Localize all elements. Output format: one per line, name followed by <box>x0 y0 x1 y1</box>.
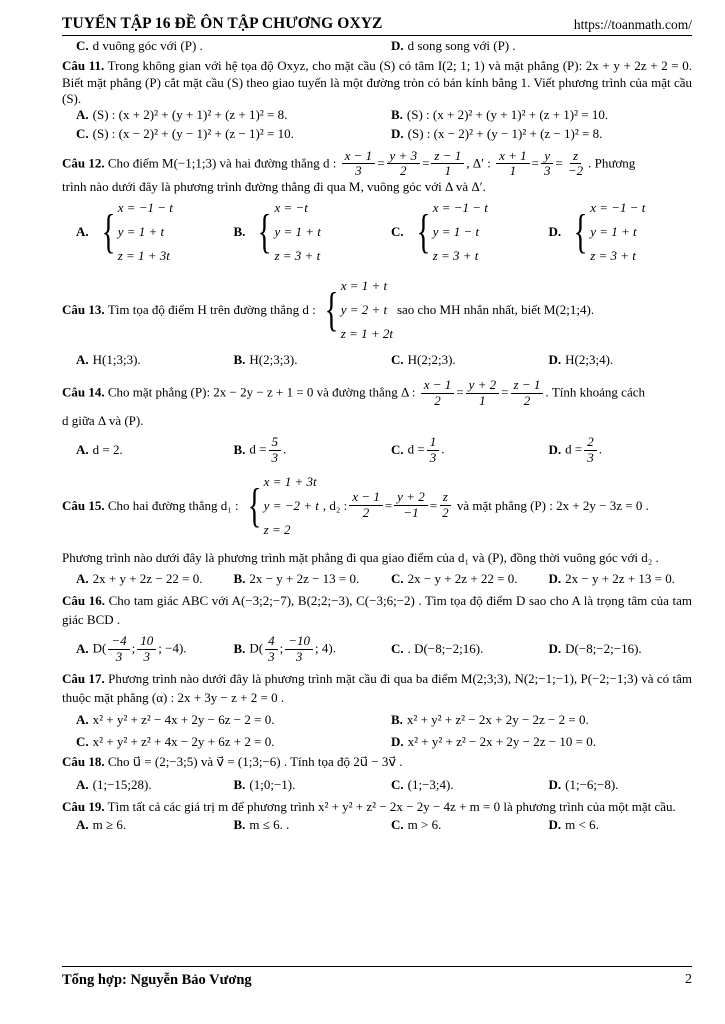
question-14-line2: d giữa Δ và (P). <box>62 412 144 428</box>
q16-option-c: . D(−8;−2;16). <box>407 641 484 657</box>
document-body <box>62 38 692 833</box>
q16-option-a: D( $\frac{-4}{3}$ ; $\frac{10}{3}$ ; −4). <box>92 632 187 664</box>
question-13: Câu 13. Tìm tọa độ điểm H trên đường thẳng d : { x = 1 + t y = 2 + t z = 1 + 2t sao cho MH nhắn nhất, biết M(2;1;4). <box>62 277 595 341</box>
page-header <box>62 14 692 36</box>
question-14: Câu 14. Cho mặt phẳng (P): 2x − 2y − z + 1 = 0 và đường thẳng Δ : $\frac{x - 1}{2}$ = $\frac{y + 2}{1}$ = $\frac{z - 1}{2}$ . Tính khoảng cách <box>62 376 645 408</box>
q13-option-a: H(1;3;3). <box>92 351 141 367</box>
q17-option-a: x² + y² + z² − 4x + 2y − 6z − 2 = 0. <box>92 711 275 727</box>
q11-option-b: (S) : (x + 2)² + (y + 1)² + (z + 1)² = 10. <box>406 107 609 122</box>
q15-option-b: 2x − y + 2z − 13 = 0. <box>249 570 360 586</box>
q15-option-c: 2x − y + 2z + 22 = 0. <box>407 570 518 586</box>
question-15-line2: Phương trình nào dưới đây là phương trình mặt phẳng đi qua giao điểm của d₁ và (P), đồng thời vuông góc với d₂ . <box>62 549 659 565</box>
source-url: https://toanmath.com/ <box>573 16 692 32</box>
q12-option-a: { x = −1 − t y = 1 + t z = 1 + 3t <box>101 199 173 263</box>
q19-option-b: m ≤ 6. . <box>249 817 290 833</box>
question-18: Câu 18. Cho u⃗ = (2;−3;5) và v⃗ = (1;3;−6) . Tính tọa độ 2u⃗ − 3v⃗ . <box>62 754 403 770</box>
q11-options-ab: A. (S) : (x + 2)² + (y + 1)² + (z + 1)² = 8. B. (S) : (x + 2)² + (y + 1)² + (z + 1)² = 10. <box>76 107 609 122</box>
q19-option-d: m < 6. <box>565 817 599 833</box>
q18-option-a: (1;−15;28). <box>92 776 152 792</box>
q13-options: A. H(1;3;3). B. H(2;3;3). C. H(2;2;3). D. H(2;3;4). <box>76 351 614 367</box>
q14-option-d: d = $\frac{2}{3}$ . <box>565 434 602 465</box>
q17-option-c: x² + y² + z² + 4x − 2y + 6z + 2 = 0. <box>92 734 275 750</box>
question-17: Câu 17. Phương trình nào dưới đây là phương trình mặt cầu đi qua ba điểm M(2;3;3), N(2;−1;−1), P(−2;−1;3) và có tâm thuộc mặt phẳng (α) : 2x + 3y − z + 2 = 0 . <box>62 670 692 706</box>
q11-options-cd: C. (S) : (x − 2)² + (y − 1)² + (z − 1)² = 10. D. (S) : (x − 2)² + (y − 1)² + (z − 1)² = 8. <box>76 126 603 142</box>
q15-option-a: 2x + y + 2z − 22 = 0. <box>92 570 203 586</box>
q18-option-b: (1;0;−1). <box>249 776 296 792</box>
q15-options: A. 2x + y + 2z − 22 = 0. B. 2x − y + 2z − 13 = 0. C. 2x − y + 2z + 22 = 0. D. 2x − y + 2z + 13 = 0. <box>76 570 675 586</box>
q13-option-d: H(2;3;4). <box>565 351 614 367</box>
q17-option-d: x² + y² + z² − 2x + 2y − 2z − 10 = 0. <box>407 734 596 750</box>
q12-option-d: { x = −1 − t y = 1 + t z = 3 + t <box>573 199 646 263</box>
q14-option-a: d = 2. <box>92 442 123 458</box>
q12-option-b: { x = −t y = 1 + t z = 3 + t <box>258 199 321 263</box>
q10-option-d: d song song với (P) . <box>407 38 516 53</box>
q17-options-ab: A. x² + y² + z² − 4x + 2y − 6z − 2 = 0. B. x² + y² + z² − 2x + 2y − 2z − 2 = 0. <box>76 711 589 727</box>
q11-option-d: (S) : (x − 2)² + (y − 1)² + (z − 1)² = 8. <box>407 126 603 142</box>
q10-option-c: d vuông góc với (P) . <box>92 38 203 53</box>
q15-option-d: 2x − y + 2z + 13 = 0. <box>565 570 675 586</box>
q13-option-b: H(2;3;3). <box>249 351 298 367</box>
q12-option-c: { x = −1 − t y = 1 − t z = 3 + t <box>416 199 488 263</box>
q16-option-d: D(−8;−2;−16). <box>565 641 642 657</box>
question-11: Câu 11. Trong không gian với hệ tọa độ Oxyz, cho mặt cầu (S) có tâm I(2; 1; 1) và mặt phẳng (P): 2x + y + 2z + 2 = 0. Biết mặt phẳng (P) cắt mặt cầu (S) theo giao tuyến là một đường tròn có bán kính bằng 1. Viết phương trình của mặt cầu (S). <box>62 58 692 106</box>
footer-author: Tổng hợp: Nguyễn Bảo Vương <box>62 972 252 988</box>
q16-option-b: D( $\frac{4}{3}$ ; $\frac{-10}{3}$ ; 4). <box>249 632 336 664</box>
q18-options: A. (1;−15;28). B. (1;0;−1). C. (1;−3;4). D. (1;−6;−8). <box>76 776 619 792</box>
page-number: 2 <box>685 972 692 987</box>
q14-option-c: d = $\frac{1}{3}$ . <box>407 434 445 465</box>
q17-option-b: x² + y² + z² − 2x + 2y − 2z − 2 = 0. <box>406 711 589 727</box>
question-16: Câu 16. Cho tam giác ABC với A(−3;2;−7), B(2;2;−3), C(−3;6;−2) . Tìm tọa độ điểm D sao cho A là trọng tâm của tam giác BCD . <box>62 592 692 628</box>
q12-options: A. { x = −1 − t y = 1 + t z = 1 + 3t B. { x = −t y = 1 + t z = 3 + t C. { x = −1 − t y = 1 − t z = 3 + t D. { x = −1 − t y = 1 + t z = 3 + t <box>62 196 692 268</box>
q18-option-d: (1;−6;−8). <box>565 776 619 792</box>
question-12: Câu 12. Cho điểm M(−1;1;3) và hai đường thẳng d : $\frac{x - 1}{3}$ = $\frac{y + 3}{2}$ = $\frac{z - 1}{1}$ , Δ′ : $\frac{x + 1}{1}$ = $\frac{y}{3}$ = $\frac{z}{-2}$ . Phương <box>62 147 636 179</box>
q13-option-c: H(2;2;3). <box>407 351 456 367</box>
q11-option-c: (S) : (x − 2)² + (y − 1)² + (z − 1)² = 10. <box>92 126 294 142</box>
q16-options: A. D( $\frac{-4}{3}$ ; $\frac{10}{3}$ ; −4). B. D( $\frac{4}{3}$ ; $\frac{-10}{3}$ ; 4). C. . D(−8;−2;16). D. D(−8;−2;−16). <box>76 632 642 664</box>
q19-option-c: m > 6. <box>407 817 442 833</box>
page-footer <box>62 966 692 989</box>
question-12-line2: trình nào dưới đây là phương trình đường thẳng đi qua M, vuông góc với Δ và Δ′. <box>62 179 486 195</box>
q18-option-c: (1;−3;4). <box>407 776 454 792</box>
question-15: Câu 15. Cho hai đường thẳng d₁ : { x = 1 + 3t y = −2 + t z = 2 , d₂ : $\frac{x - 1}{2}$ = $\frac{y + 2}{-1}$ = $\frac{z}{2}$ và mặt phẳng (P) : 2x + 2y − 3z = 0 . <box>62 473 649 537</box>
q10-options: C. d vuông góc với (P) . D. d song song với (P) . <box>76 38 516 53</box>
q14-options: A. d = 2. B. d = $\frac{5}{3}$ . C. d = $\frac{1}{3}$ . D. d = $\frac{2}{3}$ . <box>76 434 602 465</box>
q14-option-b: d = $\frac{5}{3}$ . <box>249 434 287 465</box>
document-title: TUYỂN TẬP 16 ĐỀ ÔN TẬP CHƯƠNG OXYZ <box>62 15 383 32</box>
q19-options: A. m ≥ 6. B. m ≤ 6. . C. m > 6. D. m < 6. <box>76 817 599 833</box>
q17-options-cd: C. x² + y² + z² + 4x − 2y + 6z + 2 = 0. D. x² + y² + z² − 2x + 2y − 2z − 10 = 0. <box>76 734 596 750</box>
q19-option-a: m ≥ 6. <box>92 817 127 833</box>
q11-option-a: (S) : (x + 2)² + (y + 1)² + (z + 1)² = 8. <box>92 107 288 122</box>
question-19: Câu 19. Tìm tất cả các giá trị m để phương trình x² + y² + z² − 2x − 2y − 4z + m = 0 là phương trình của một mặt cầu. <box>62 798 676 814</box>
